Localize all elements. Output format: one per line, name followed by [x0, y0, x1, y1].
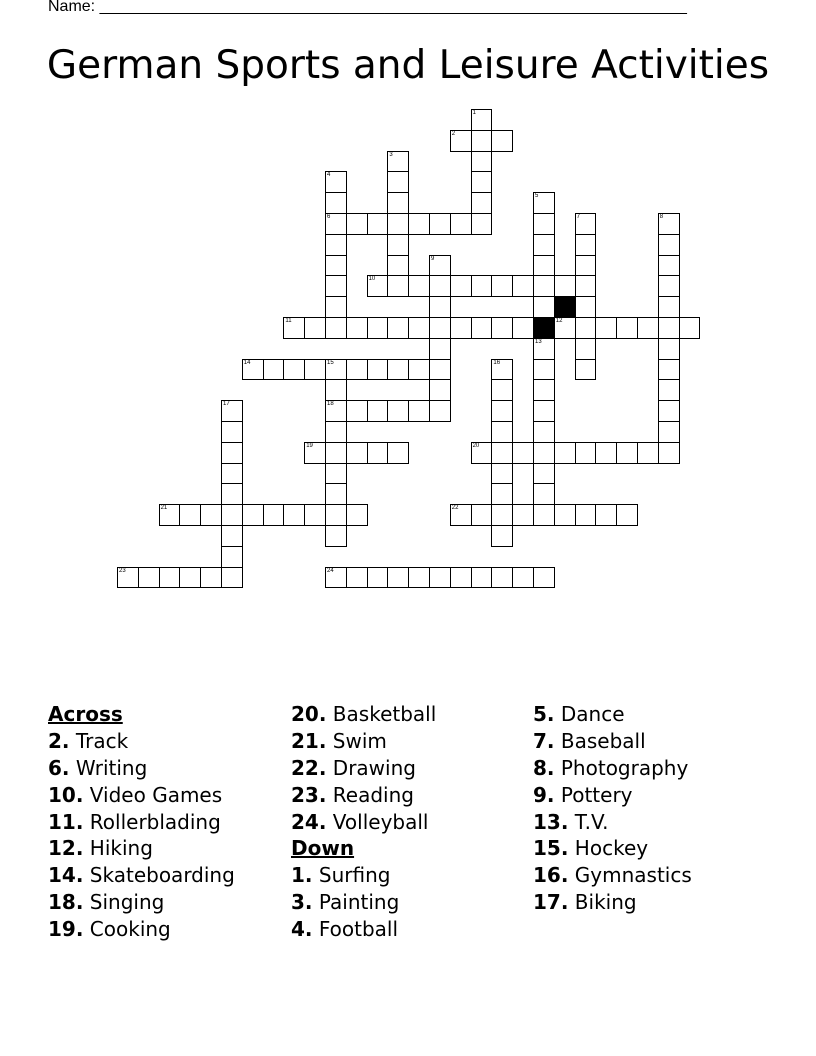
- clue-item: [48, 782, 235, 809]
- clue-number: 16: [493, 359, 501, 366]
- grid-cell[interactable]: [387, 275, 409, 297]
- clue-number-label: 24.: [291, 809, 327, 834]
- grid-cell[interactable]: [533, 483, 555, 505]
- clue-number: 9: [431, 255, 435, 262]
- grid-cell[interactable]: [221, 442, 243, 464]
- grid-cell[interactable]: [325, 525, 347, 547]
- clue-column-3: [533, 701, 692, 916]
- clue-item: [291, 782, 436, 809]
- grid-cell[interactable]: [387, 400, 409, 422]
- grid-cell[interactable]: [575, 213, 597, 235]
- grid-cell[interactable]: [533, 379, 555, 401]
- clue-text: Hiking: [89, 836, 153, 861]
- grid-cell[interactable]: [491, 359, 513, 381]
- grid-cell[interactable]: [221, 421, 243, 443]
- grid-cell[interactable]: [471, 151, 493, 173]
- grid-cell[interactable]: [575, 234, 597, 256]
- grid-cell[interactable]: [471, 442, 493, 464]
- grid-cell[interactable]: [491, 463, 513, 485]
- grid-cell[interactable]: [346, 442, 368, 464]
- grid-cell[interactable]: [283, 317, 305, 339]
- grid-cell[interactable]: [408, 275, 430, 297]
- grid-cell[interactable]: [325, 379, 347, 401]
- clue-item: [291, 916, 436, 943]
- grid-cell[interactable]: [325, 463, 347, 485]
- clue-item: [533, 755, 692, 782]
- grid-cell[interactable]: [325, 359, 347, 381]
- clue-number-label: 19.: [48, 917, 84, 942]
- grid-cell[interactable]: [491, 317, 513, 339]
- grid-cell[interactable]: [200, 567, 222, 589]
- grid-cell[interactable]: [304, 504, 326, 526]
- grid-cell[interactable]: [471, 317, 493, 339]
- grid-cell[interactable]: [346, 359, 368, 381]
- clue-item: [533, 889, 692, 916]
- grid-cell[interactable]: [533, 442, 555, 464]
- grid-cell[interactable]: [554, 275, 576, 297]
- clue-number: 13: [535, 338, 542, 345]
- grid-cell[interactable]: [387, 213, 409, 235]
- clue-text: T.V.: [574, 809, 609, 834]
- grid-cell[interactable]: [637, 442, 659, 464]
- clue-section-heading: [291, 835, 436, 862]
- grid-cell[interactable]: [533, 504, 555, 526]
- grid-cell[interactable]: [533, 359, 555, 381]
- grid-cell[interactable]: [429, 400, 451, 422]
- grid-cell[interactable]: [159, 504, 181, 526]
- grid-cell[interactable]: [575, 255, 597, 277]
- clue-item: [48, 755, 235, 782]
- clue-number-label: 21.: [291, 728, 327, 753]
- grid-cell[interactable]: [595, 442, 617, 464]
- grid-cell[interactable]: [367, 359, 389, 381]
- grid-cell[interactable]: [616, 504, 638, 526]
- grid-cell[interactable]: [221, 546, 243, 568]
- clue-number-label: 2.: [48, 728, 70, 753]
- grid-cell[interactable]: [658, 421, 680, 443]
- clue-item: [291, 889, 436, 916]
- grid-cell[interactable]: [263, 504, 285, 526]
- clue-number-label: 22.: [291, 755, 327, 780]
- grid-cell[interactable]: [367, 567, 389, 589]
- grid-cell[interactable]: [491, 400, 513, 422]
- grid-cell[interactable]: [367, 213, 389, 235]
- grid-cell[interactable]: [179, 504, 201, 526]
- clue-number-label: 3.: [291, 890, 313, 915]
- grid-cell[interactable]: [221, 463, 243, 485]
- grid-cell[interactable]: [450, 567, 472, 589]
- grid-cell[interactable]: [429, 338, 451, 360]
- clue-number: 21: [160, 505, 168, 512]
- grid-cell[interactable]: [429, 255, 451, 277]
- clue-number: 24: [327, 567, 334, 574]
- section-heading-text: Across: [48, 702, 123, 726]
- grid-cell[interactable]: [533, 255, 555, 277]
- clue-text: Swim: [332, 728, 387, 753]
- grid-cell[interactable]: [429, 213, 451, 235]
- grid-cell[interactable]: [221, 483, 243, 505]
- clue-number-label: 11.: [48, 809, 84, 834]
- grid-cell[interactable]: [533, 234, 555, 256]
- grid-cell[interactable]: [387, 359, 409, 381]
- clue-number-label: 6.: [48, 755, 70, 780]
- grid-cell[interactable]: [304, 442, 326, 464]
- grid-cell[interactable]: [283, 359, 305, 381]
- clue-number-label: 16.: [533, 863, 569, 888]
- grid-cell[interactable]: [408, 213, 430, 235]
- grid-cell[interactable]: [325, 567, 347, 589]
- clue-item: [291, 701, 436, 728]
- clue-item: [48, 916, 235, 943]
- grid-cell[interactable]: [408, 317, 430, 339]
- clue-number: 3: [389, 151, 393, 158]
- grid-cell[interactable]: [367, 400, 389, 422]
- clue-number-label: 13.: [533, 809, 569, 834]
- grid-cell[interactable]: [408, 567, 430, 589]
- clue-item: [291, 809, 436, 836]
- clue-text: Video Games: [89, 782, 223, 807]
- grid-cell[interactable]: [658, 400, 680, 422]
- grid-cell[interactable]: [575, 275, 597, 297]
- grid-cell[interactable]: [429, 317, 451, 339]
- clue-text: Rollerblading: [89, 809, 221, 834]
- grid-cell[interactable]: [450, 504, 472, 526]
- clue-number: 7: [576, 214, 580, 220]
- grid-cell[interactable]: [242, 504, 264, 526]
- clue-text: Painting: [318, 890, 400, 915]
- clue-number-label: 20.: [291, 702, 327, 726]
- clue-item: [291, 862, 436, 889]
- clue-item: [48, 835, 235, 862]
- clue-column-2: [291, 701, 436, 943]
- grid-cell[interactable]: [325, 317, 347, 339]
- grid-cell[interactable]: [367, 275, 389, 297]
- clue-text: Pottery: [560, 782, 633, 807]
- grid-cell[interactable]: [346, 213, 368, 235]
- grid-cell[interactable]: [658, 317, 680, 339]
- grid-cell[interactable]: [387, 171, 409, 193]
- grid-cell[interactable]: [325, 421, 347, 443]
- grid-cell[interactable]: [325, 255, 347, 277]
- grid-cell[interactable]: [533, 463, 555, 485]
- grid-cell[interactable]: [491, 442, 513, 464]
- grid-cell[interactable]: [325, 275, 347, 297]
- clue-number-label: 18.: [48, 890, 84, 915]
- grid-cell[interactable]: [491, 483, 513, 505]
- grid-cell[interactable]: [658, 379, 680, 401]
- clue-item: [533, 862, 692, 889]
- grid-cell[interactable]: [658, 213, 680, 235]
- grid-cell[interactable]: [512, 567, 534, 589]
- grid-cell[interactable]: [679, 317, 701, 339]
- clue-number-label: 8.: [533, 755, 555, 780]
- clue-item: [533, 728, 692, 755]
- grid-cell[interactable]: [512, 442, 534, 464]
- clue-item: [48, 809, 235, 836]
- clue-number: 1: [472, 110, 476, 116]
- clue-text: Basketball: [332, 702, 437, 726]
- grid-cell[interactable]: [325, 504, 347, 526]
- grid-block: [533, 317, 555, 339]
- grid-cell[interactable]: [471, 275, 493, 297]
- clue-number: 11: [285, 318, 292, 324]
- page-title: German Sports and Leisure Activities: [46, 43, 770, 88]
- clue-text: Writing: [75, 755, 148, 780]
- clue-text: Cooking: [89, 917, 171, 942]
- grid-cell[interactable]: [533, 338, 555, 360]
- grid-cell[interactable]: [387, 255, 409, 277]
- grid-cell[interactable]: [325, 442, 347, 464]
- clue-number: 20: [472, 442, 480, 449]
- clue-text: Dance: [560, 702, 625, 726]
- clue-column-1: [48, 701, 235, 943]
- clue-item: [533, 701, 692, 728]
- grid-cell[interactable]: [637, 317, 659, 339]
- grid-cell[interactable]: [429, 275, 451, 297]
- clue-section-heading: [48, 701, 235, 728]
- clue-number: 5: [535, 193, 539, 200]
- grid-cell[interactable]: [387, 442, 409, 464]
- clue-text: Track: [75, 728, 129, 753]
- grid-cell[interactable]: [429, 296, 451, 318]
- grid-cell[interactable]: [491, 275, 513, 297]
- clue-item: [533, 809, 692, 836]
- grid-cell[interactable]: [367, 317, 389, 339]
- grid-cell[interactable]: [471, 213, 493, 235]
- clue-item: [291, 755, 436, 782]
- clue-number-label: 5.: [533, 702, 555, 726]
- clue-number-label: 1.: [291, 863, 313, 888]
- clue-number: 6: [327, 214, 331, 220]
- clue-number: 12: [555, 318, 563, 324]
- grid-cell[interactable]: [325, 296, 347, 318]
- clue-number-label: 23.: [291, 782, 327, 807]
- grid-cell[interactable]: [387, 151, 409, 173]
- grid-cell[interactable]: [325, 192, 347, 214]
- grid-cell[interactable]: [491, 567, 513, 589]
- clue-number-label: 15.: [533, 836, 569, 861]
- name-field-label: Name: __________________________________________________________________: [48, 0, 687, 15]
- grid-cell[interactable]: [242, 359, 264, 381]
- grid-cell[interactable]: [575, 317, 597, 339]
- grid-cell[interactable]: [325, 400, 347, 422]
- grid-cell[interactable]: [408, 359, 430, 381]
- grid-cell[interactable]: [471, 504, 493, 526]
- grid-cell[interactable]: [533, 296, 555, 318]
- grid-cell[interactable]: [491, 525, 513, 547]
- clue-number: 17: [223, 401, 230, 408]
- section-heading-text: Down: [291, 836, 355, 861]
- grid-cell[interactable]: [512, 275, 534, 297]
- grid-cell[interactable]: [533, 567, 555, 589]
- clue-number: 23: [119, 567, 126, 574]
- grid-cell[interactable]: [387, 317, 409, 339]
- clue-number: 18: [327, 401, 334, 408]
- clue-number-label: 10.: [48, 782, 84, 807]
- clue-text: Singing: [89, 890, 165, 915]
- grid-cell[interactable]: [200, 504, 222, 526]
- grid-cell[interactable]: [387, 234, 409, 256]
- clue-text: Gymnastics: [574, 863, 692, 888]
- grid-cell[interactable]: [450, 213, 472, 235]
- grid-cell[interactable]: [491, 379, 513, 401]
- grid-cell[interactable]: [575, 504, 597, 526]
- grid-cell[interactable]: [346, 504, 368, 526]
- grid-cell[interactable]: [616, 317, 638, 339]
- grid-cell[interactable]: [221, 504, 243, 526]
- grid-cell[interactable]: [117, 567, 139, 589]
- grid-cell[interactable]: [658, 275, 680, 297]
- grid-cell[interactable]: [658, 442, 680, 464]
- grid-cell[interactable]: [387, 192, 409, 214]
- grid-cell[interactable]: [533, 400, 555, 422]
- clue-text: Biking: [574, 890, 637, 915]
- grid-cell[interactable]: [491, 130, 513, 152]
- grid-block: [554, 296, 576, 318]
- clue-item: [48, 889, 235, 916]
- grid-cell[interactable]: [471, 192, 493, 214]
- grid-cell[interactable]: [471, 130, 493, 152]
- clue-number-label: 17.: [533, 890, 569, 915]
- clue-number: 19: [306, 442, 313, 449]
- grid-cell[interactable]: [450, 275, 472, 297]
- grid-cell[interactable]: [450, 130, 472, 152]
- grid-cell[interactable]: [575, 359, 597, 381]
- grid-cell[interactable]: [533, 213, 555, 235]
- clue-item: [48, 862, 235, 889]
- clue-text: Surfing: [318, 863, 391, 888]
- clue-number: 8: [659, 214, 664, 220]
- grid-cell[interactable]: [450, 317, 472, 339]
- grid-cell[interactable]: [367, 442, 389, 464]
- grid-cell[interactable]: [325, 213, 347, 235]
- grid-cell[interactable]: [512, 504, 534, 526]
- clue-number: 2: [451, 130, 456, 137]
- grid-cell[interactable]: [658, 234, 680, 256]
- grid-cell[interactable]: [533, 192, 555, 214]
- clue-number-label: 14.: [48, 863, 84, 888]
- grid-cell[interactable]: [471, 171, 493, 193]
- grid-cell[interactable]: [512, 317, 534, 339]
- grid-cell[interactable]: [325, 234, 347, 256]
- grid-cell[interactable]: [658, 359, 680, 381]
- grid-cell[interactable]: [533, 421, 555, 443]
- clue-number: 15: [327, 359, 334, 366]
- clue-text: Baseball: [560, 728, 646, 753]
- grid-cell[interactable]: [658, 338, 680, 360]
- grid-cell[interactable]: [325, 483, 347, 505]
- grid-cell[interactable]: [658, 296, 680, 318]
- grid-cell[interactable]: [346, 400, 368, 422]
- grid-cell[interactable]: [575, 296, 597, 318]
- grid-cell[interactable]: [263, 359, 285, 381]
- clue-item: [533, 835, 692, 862]
- clue-number-label: 12.: [48, 836, 84, 861]
- grid-cell[interactable]: [658, 255, 680, 277]
- clue-number-label: 4.: [291, 917, 313, 942]
- clue-item: [533, 782, 692, 809]
- grid-cell[interactable]: [554, 317, 576, 339]
- grid-cell[interactable]: [595, 504, 617, 526]
- grid-cell[interactable]: [221, 525, 243, 547]
- clue-number: 14: [243, 359, 251, 366]
- clue-number: 4: [327, 172, 331, 179]
- grid-cell[interactable]: [159, 567, 181, 589]
- clue-item: [48, 728, 235, 755]
- clue-number-label: 9.: [533, 782, 555, 807]
- grid-cell[interactable]: [471, 109, 493, 131]
- clue-text: Photography: [560, 755, 689, 780]
- grid-cell[interactable]: [491, 421, 513, 443]
- grid-cell[interactable]: [408, 400, 430, 422]
- grid-cell[interactable]: [595, 317, 617, 339]
- grid-cell[interactable]: [346, 317, 368, 339]
- clue-number-label: 7.: [533, 728, 555, 753]
- grid-cell[interactable]: [387, 567, 409, 589]
- grid-cell[interactable]: [346, 567, 368, 589]
- clue-item: [291, 728, 436, 755]
- grid-cell[interactable]: [138, 567, 160, 589]
- grid-cell[interactable]: [575, 442, 597, 464]
- grid-cell[interactable]: [221, 400, 243, 422]
- grid-cell[interactable]: [283, 504, 305, 526]
- clue-text: Skateboarding: [89, 863, 235, 888]
- clue-text: Drawing: [332, 755, 416, 780]
- grid-cell[interactable]: [304, 359, 326, 381]
- clue-text: Volleyball: [332, 809, 429, 834]
- grid-cell[interactable]: [429, 567, 451, 589]
- grid-cell[interactable]: [616, 442, 638, 464]
- grid-cell[interactable]: [554, 442, 576, 464]
- clue-text: Hockey: [574, 836, 649, 861]
- clue-number: 10: [368, 276, 376, 283]
- grid-cell[interactable]: [429, 379, 451, 401]
- clue-text: Reading: [332, 782, 414, 807]
- grid-cell[interactable]: [471, 567, 493, 589]
- grid-cell[interactable]: [179, 567, 201, 589]
- grid-cell[interactable]: [429, 359, 451, 381]
- grid-cell[interactable]: [325, 171, 347, 193]
- grid-cell[interactable]: [533, 275, 555, 297]
- grid-cell[interactable]: [491, 504, 513, 526]
- grid-cell[interactable]: [575, 338, 597, 360]
- clue-number: 22: [451, 505, 459, 512]
- grid-cell[interactable]: [304, 317, 326, 339]
- grid-cell[interactable]: [221, 567, 243, 589]
- clue-text: Football: [318, 917, 399, 942]
- grid-cell[interactable]: [554, 504, 576, 526]
